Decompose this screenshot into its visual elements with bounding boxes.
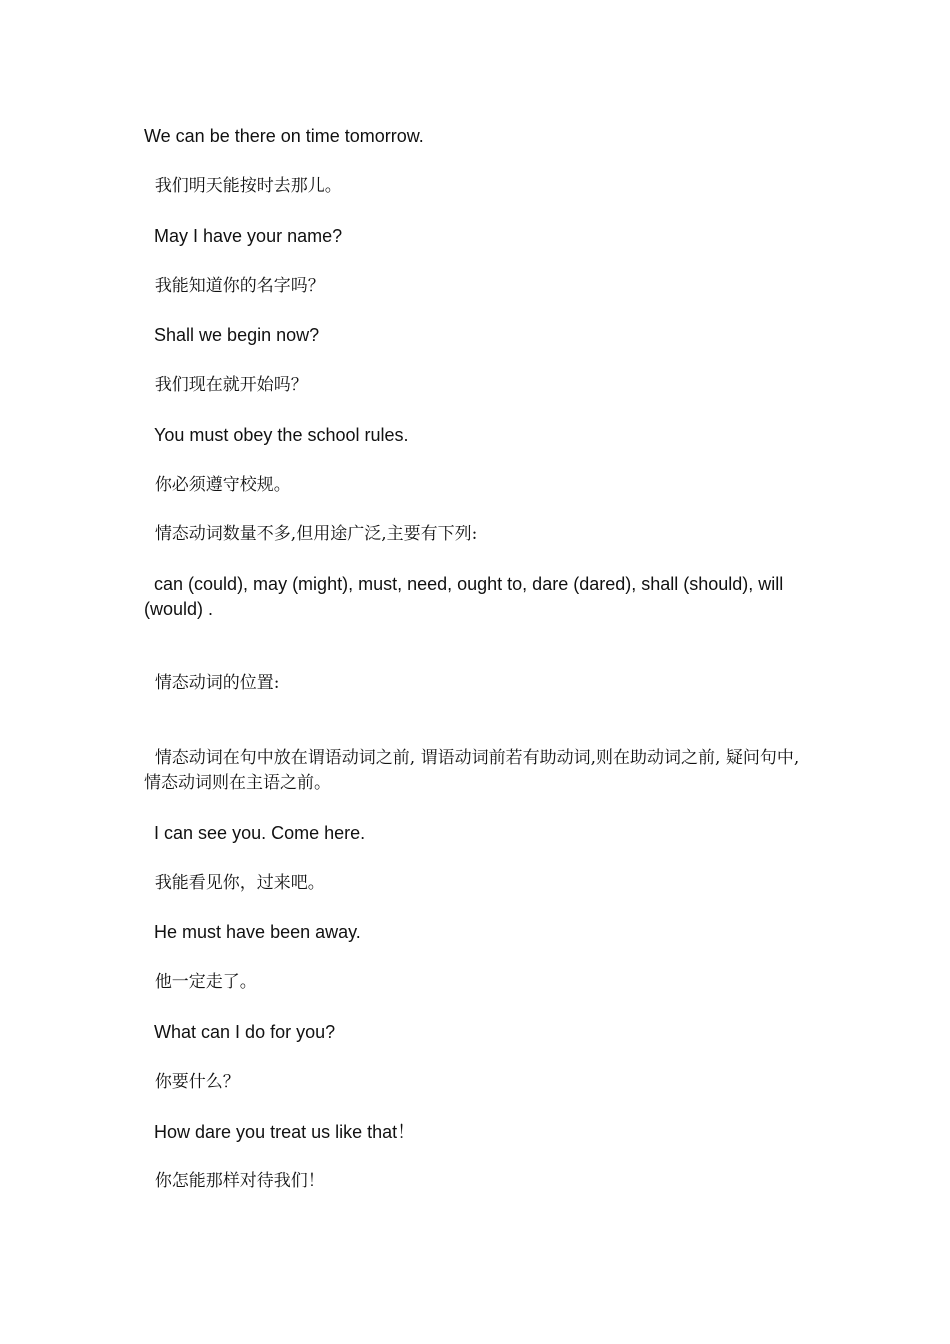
example-sentence-en: We can be there on time tomorrow.: [144, 126, 424, 146]
section-heading-position: 情态动词的位置:: [144, 673, 280, 693]
example-sentence-en: What can I do for you?: [144, 1022, 336, 1042]
example-sentence-zh: 我能知道你的名字吗？: [144, 276, 325, 296]
example-sentence-en: He must have been away.: [144, 922, 361, 942]
example-sentence-en: May I have your name?: [144, 226, 343, 246]
example-sentence-zh: 你必须遵守校规。: [144, 475, 291, 495]
example-sentence-en: You must obey the school rules.: [144, 425, 409, 445]
modal-verbs-list: can (could), may (might), must, need, ought to, dare (dared), shall (should), will (would) .: [144, 574, 789, 619]
example-sentence-en: How dare you treat us like that！: [144, 1122, 416, 1142]
example-sentence-zh: 我能看见你，过来吧。: [144, 873, 325, 893]
position-rule-paragraph: 情态动词在句中放在谓语动词之前, 谓语动词前若有助动词,则在助动词之前, 疑问句中, 情态动词则在主语之前。: [144, 748, 805, 793]
example-sentence-en: I can see you. Come here.: [144, 823, 366, 843]
example-sentence-zh: 他一定走了。: [144, 972, 257, 992]
example-sentence-zh: 你要什么？: [144, 1072, 240, 1092]
example-sentence-zh: 我们明天能按时去那儿。: [144, 176, 342, 196]
example-sentence-zh: 我们现在就开始吗？: [144, 375, 308, 395]
modal-verbs-intro: 情态动词数量不多,但用途广泛,主要有下列:: [144, 524, 478, 544]
example-sentence-zh: 你怎能那样对待我们！: [144, 1171, 325, 1191]
example-sentence-en: Shall we begin now?: [144, 325, 320, 345]
